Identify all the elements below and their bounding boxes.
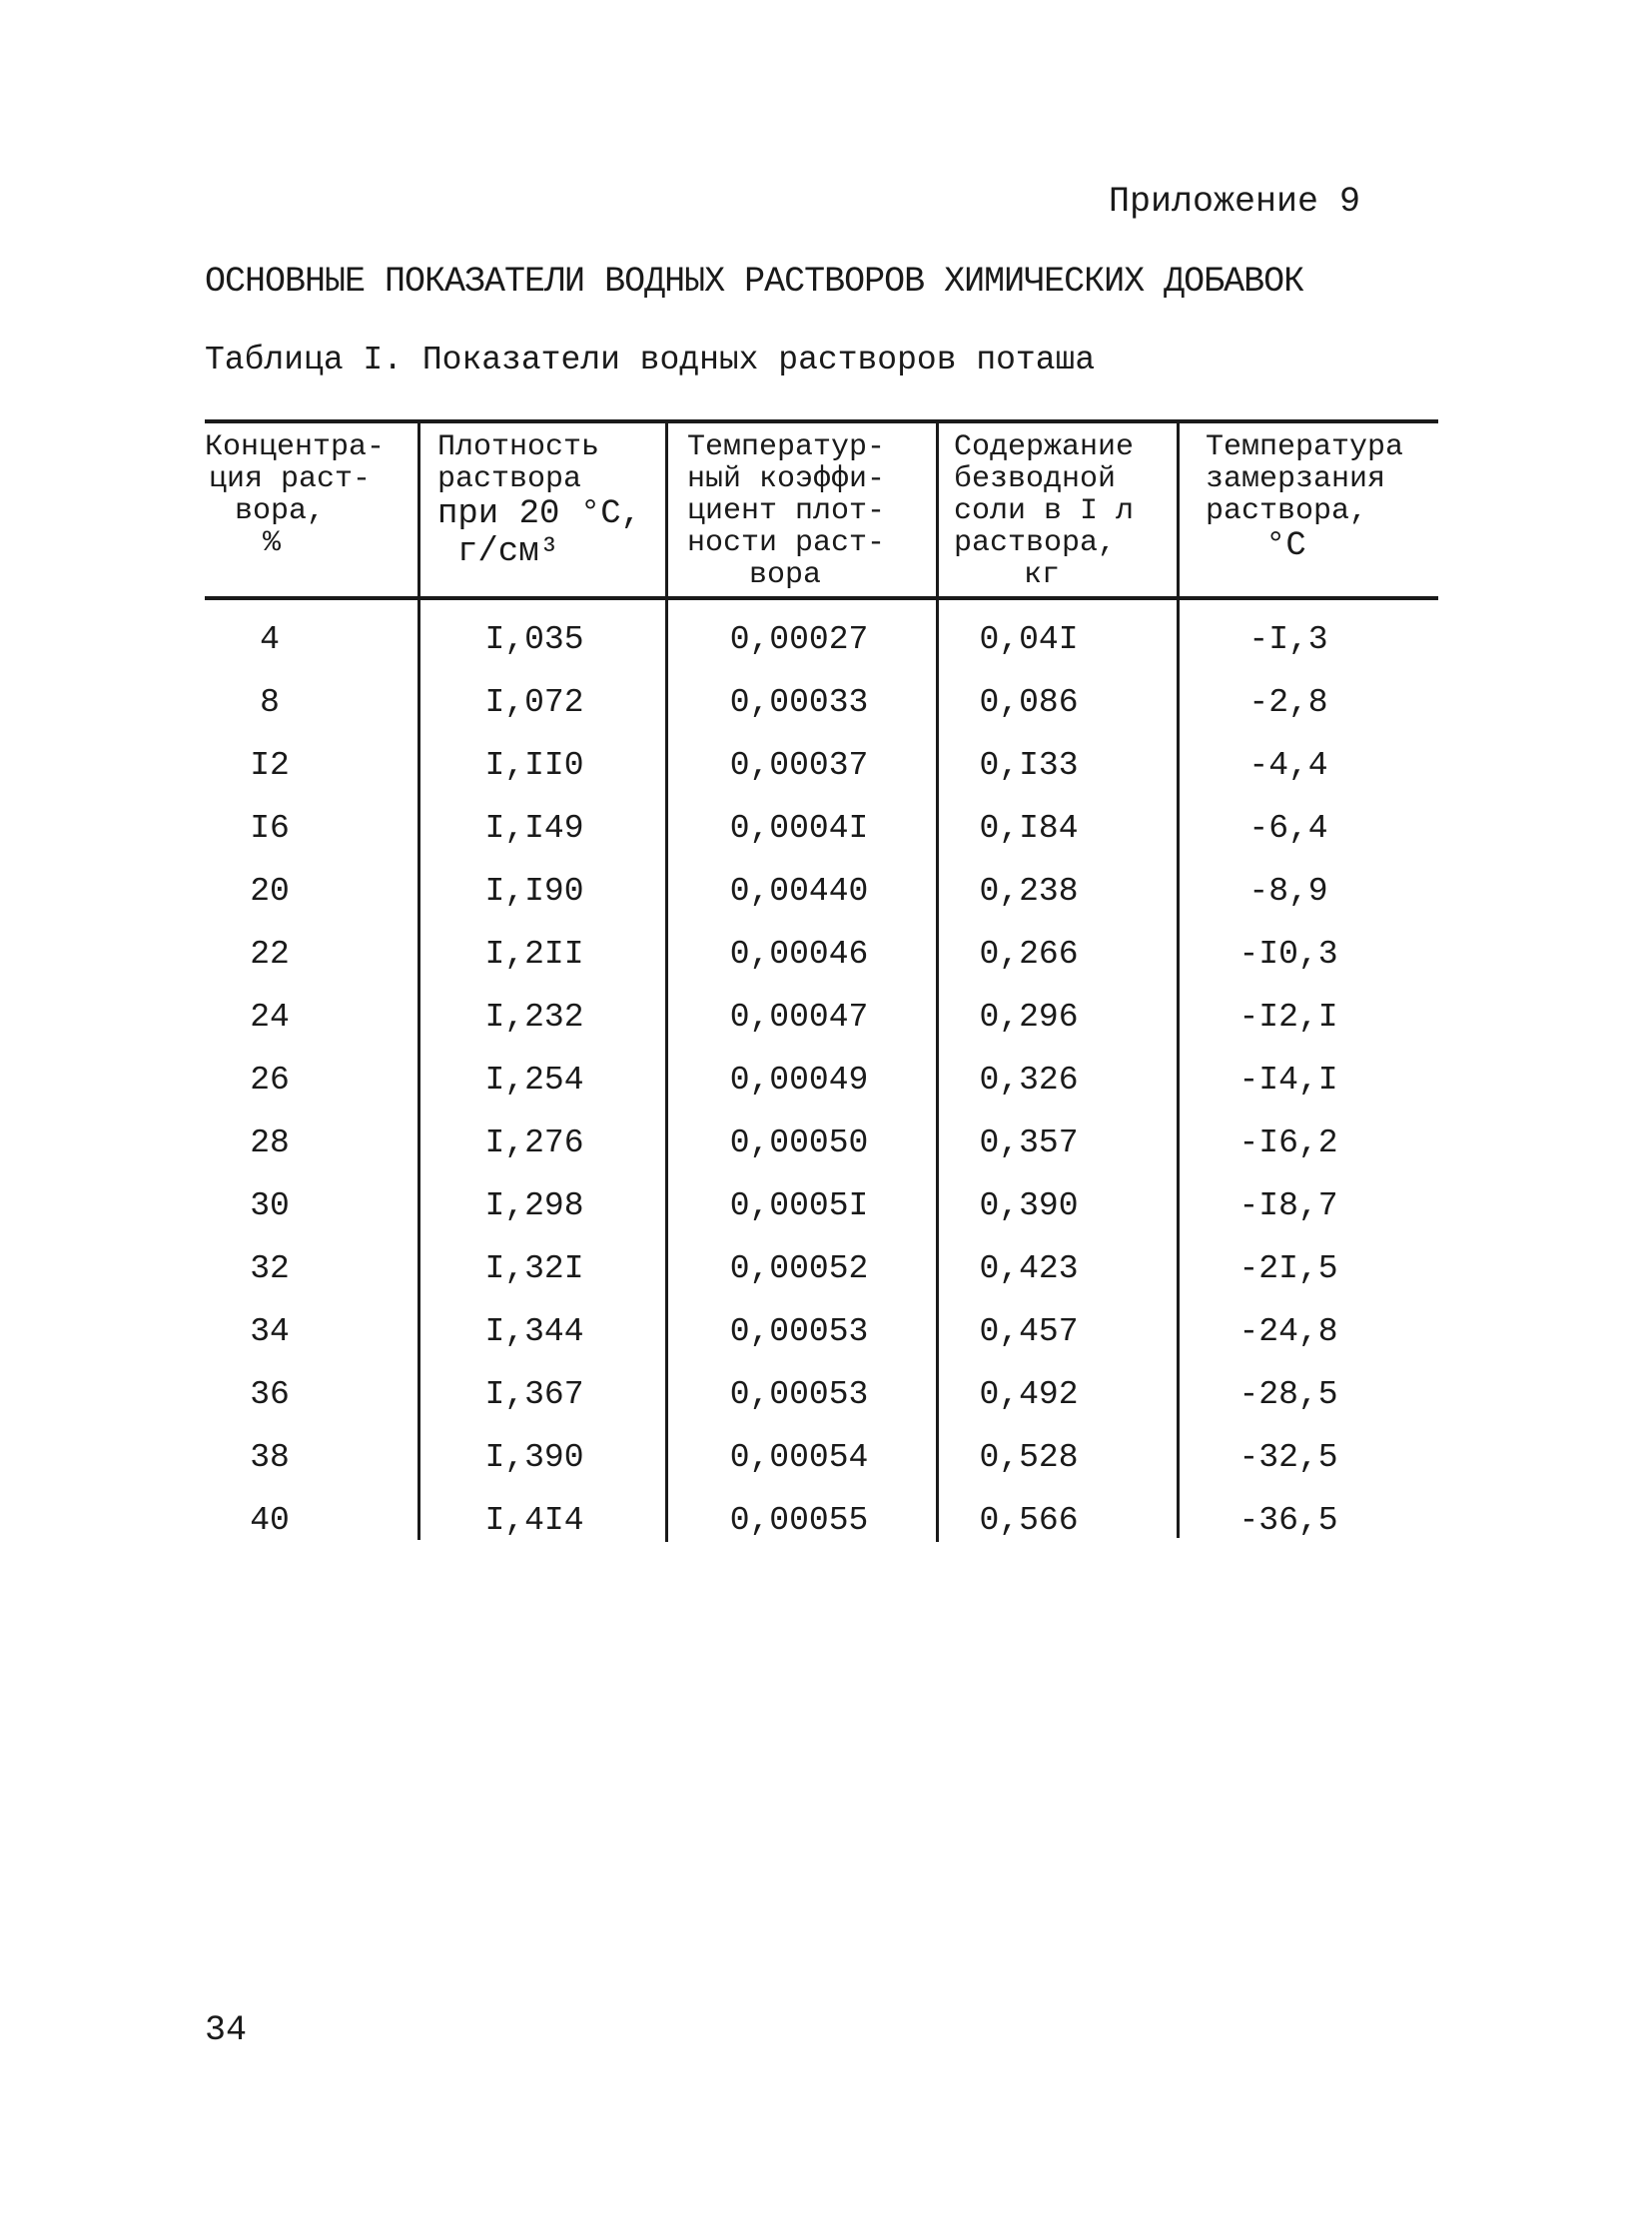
table-cell: -I4,I <box>1239 1062 1338 1099</box>
column-divider <box>936 421 939 1542</box>
table-cell: 0,566 <box>979 1502 1079 1539</box>
table-cell: -8,9 <box>1248 873 1328 910</box>
table-cell: 0,0005I <box>729 1187 869 1224</box>
table-cell: 0,390 <box>979 1187 1079 1224</box>
table-cell: 26 <box>250 1062 290 1099</box>
table-cell: 36 <box>250 1376 290 1413</box>
table-cell: 0,528 <box>979 1439 1079 1476</box>
table-cell: 38 <box>250 1439 290 1476</box>
table-cell: I,390 <box>484 1439 584 1476</box>
header-line: вора, <box>235 494 326 528</box>
header-line: раствора, <box>954 526 1117 560</box>
header-density <box>437 431 641 571</box>
header-line: Температура <box>1206 430 1404 464</box>
table-cell: I,072 <box>484 684 584 721</box>
table-cell: 0,I84 <box>979 810 1079 847</box>
page-number: 34 <box>205 2010 248 2050</box>
table-cell: 0,00053 <box>729 1376 869 1413</box>
header-concentration <box>205 431 385 559</box>
table-cell: I,32I <box>484 1250 584 1287</box>
appendix-label: Приложение 9 <box>1109 182 1361 222</box>
table-cell: 0,296 <box>979 999 1079 1036</box>
table-cell: 0,266 <box>979 936 1079 973</box>
table-cell: 0,0004I <box>729 810 869 847</box>
header-temperature-coefficient <box>687 431 885 591</box>
header-line: Температур- <box>687 430 886 464</box>
table-cell: 0,00053 <box>729 1313 869 1350</box>
table-top-rule <box>205 419 1438 423</box>
column-divider <box>1177 421 1180 1538</box>
header-line: циент плот- <box>687 494 886 528</box>
table-cell: -I0,3 <box>1239 936 1338 973</box>
table-caption: Таблица I. Показатели водных растворов поташа <box>205 342 1096 378</box>
table-cell: -24,8 <box>1239 1313 1338 1350</box>
table-cell: 0,00052 <box>729 1250 869 1287</box>
header-line: ности раст- <box>687 526 886 560</box>
table-cell: 30 <box>250 1187 290 1224</box>
header-line: вора <box>749 558 822 592</box>
table-cell: 0,00047 <box>729 999 869 1036</box>
table-cell: 0,238 <box>979 873 1079 910</box>
table-cell: 24 <box>250 999 290 1036</box>
table-cell: I,035 <box>484 621 584 658</box>
table-cell: 0,00049 <box>729 1062 869 1099</box>
table-cell: 0,357 <box>979 1124 1079 1161</box>
table-cell: -28,5 <box>1239 1376 1338 1413</box>
table-cell: 0,00033 <box>729 684 869 721</box>
table-cell: 0,00046 <box>729 936 869 973</box>
table-cell: I,344 <box>484 1313 584 1350</box>
header-line: ция раст- <box>209 462 372 496</box>
table-cell: I,232 <box>484 999 584 1036</box>
header-line: Содержание <box>954 430 1135 464</box>
table-header-rule <box>205 596 1438 600</box>
table-cell: 4 <box>260 621 280 658</box>
header-line: раствора <box>437 462 582 496</box>
header-line: Плотность <box>437 430 600 464</box>
main-title: ОСНОВНЫЕ ПОКАЗАТЕЛИ ВОДНЫХ РАСТВОРОВ ХИМИЧЕСКИХ ДОБАВОК <box>205 262 1304 302</box>
table-cell: 34 <box>250 1313 290 1350</box>
header-line: соли в I л <box>954 494 1135 528</box>
table-cell: I2 <box>250 747 290 784</box>
table-cell: 40 <box>250 1502 290 1539</box>
table-cell: 0,00037 <box>729 747 869 784</box>
table-cell: I,II0 <box>484 747 584 784</box>
table-cell: -I2,I <box>1239 999 1338 1036</box>
column-divider <box>665 421 668 1542</box>
table-cell: -4,4 <box>1248 747 1328 784</box>
header-line: г/см³ <box>457 533 560 571</box>
table-cell: 0,I33 <box>979 747 1079 784</box>
table-cell: 20 <box>250 873 290 910</box>
table-cell: 32 <box>250 1250 290 1287</box>
table-cell: 0,00027 <box>729 621 869 658</box>
table-cell: 22 <box>250 936 290 973</box>
header-freezing-temperature <box>1206 431 1403 565</box>
table-cell: -2,8 <box>1248 684 1328 721</box>
table-cell: I6 <box>250 810 290 847</box>
table-cell: -36,5 <box>1239 1502 1338 1539</box>
header-line: ный коэффи- <box>687 462 886 496</box>
table-cell: I,I90 <box>484 873 584 910</box>
header-line: замерзания <box>1206 462 1386 496</box>
table-cell: I,298 <box>484 1187 584 1224</box>
table-cell: 8 <box>260 684 280 721</box>
table-cell: 0,00050 <box>729 1124 869 1161</box>
table-cell: I,254 <box>484 1062 584 1099</box>
table-cell: I,4I4 <box>484 1502 584 1539</box>
table-cell: 0,086 <box>979 684 1079 721</box>
table-cell: I,I49 <box>484 810 584 847</box>
table-cell: -I8,7 <box>1239 1187 1338 1224</box>
header-line: при 20 °С, <box>437 495 642 533</box>
table-cell: -32,5 <box>1239 1439 1338 1476</box>
table-cell: -I,3 <box>1248 621 1328 658</box>
table-cell: 28 <box>250 1124 290 1161</box>
header-line: кг <box>1024 558 1061 592</box>
table-cell: 0,423 <box>979 1250 1079 1287</box>
table-cell: -2I,5 <box>1239 1250 1338 1287</box>
table-cell: 0,04I <box>979 621 1079 658</box>
table-cell: 0,00055 <box>729 1502 869 1539</box>
table-cell: I,367 <box>484 1376 584 1413</box>
header-line: безводной <box>954 462 1117 496</box>
header-anhydrous-salt <box>954 431 1134 591</box>
header-line: раствора, <box>1206 494 1368 528</box>
header-line: °С <box>1265 527 1306 565</box>
table-cell: I,2II <box>484 936 584 973</box>
table-cell: 0,326 <box>979 1062 1079 1099</box>
column-divider <box>417 421 420 1540</box>
header-line: Концентра- <box>205 430 386 464</box>
table-cell: -I6,2 <box>1239 1124 1338 1161</box>
header-line: % <box>263 526 282 560</box>
table-cell: 0,00440 <box>729 873 869 910</box>
table-cell: 0,457 <box>979 1313 1079 1350</box>
table-cell: 0,00054 <box>729 1439 869 1476</box>
table-cell: I,276 <box>484 1124 584 1161</box>
table-cell: 0,492 <box>979 1376 1079 1413</box>
table-cell: -6,4 <box>1248 810 1328 847</box>
